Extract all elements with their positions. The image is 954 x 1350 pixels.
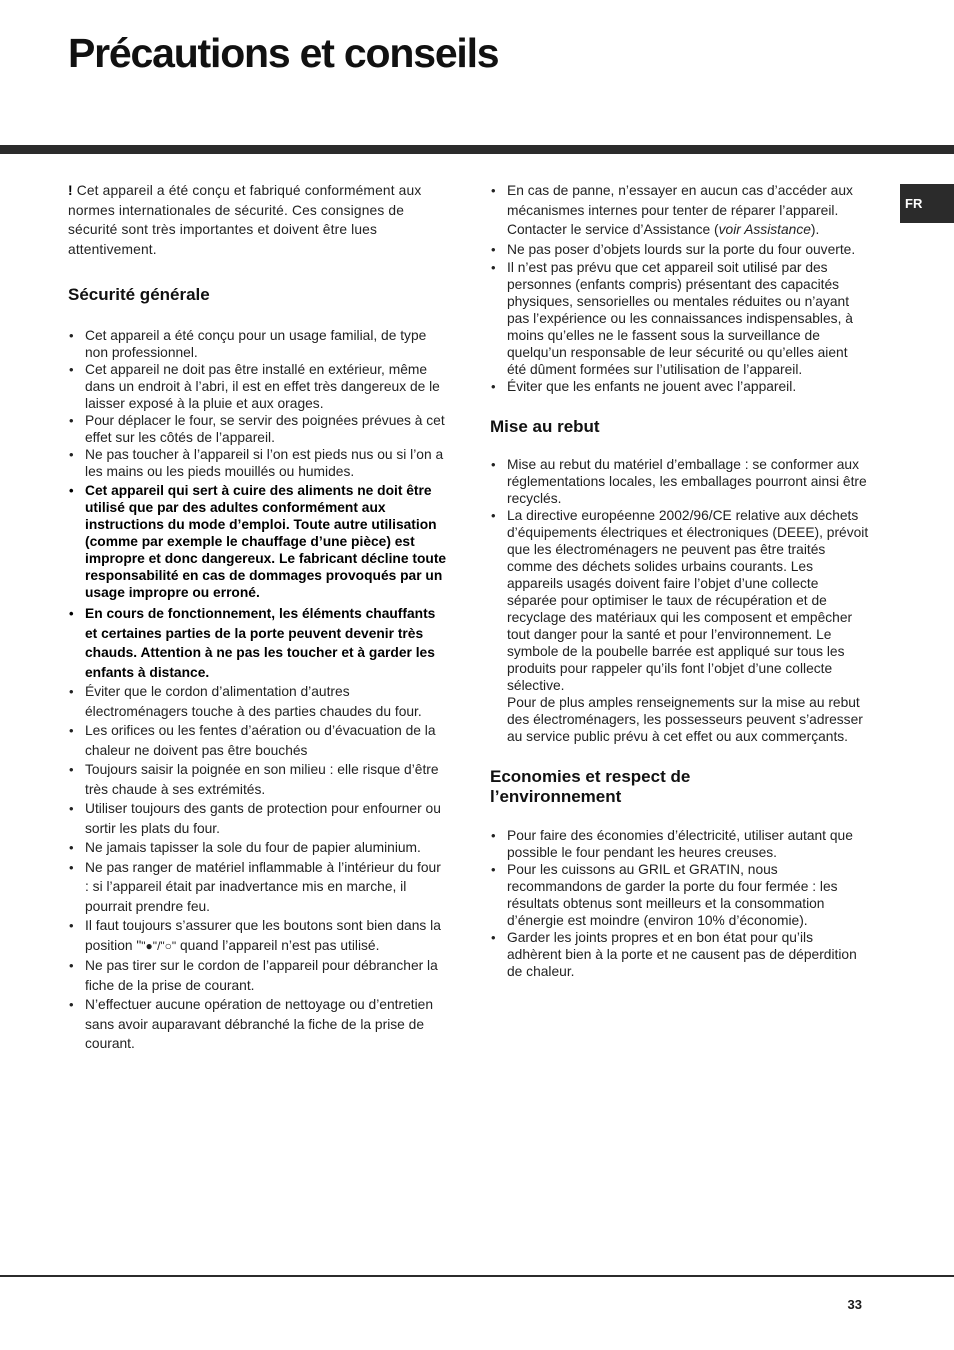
list-item: • Pour déplacer le four, se servir des poignées prévues à cet effet sur les côtés de l’appareil. [68, 412, 448, 446]
list-item: • La directive européenne 2002/96/CE relative aux déchets d’équipements électriques et électroniques (DEEE), prévoit que les électroménagers ne peuvent pas être traités comme des déchets solides urbains courants. Les appareils usagés doivent faire l’objet d’une collecte séparée pour optimiser le taux de récupération et de recyclage des matériaux qui les composent et empêcher tout danger pour la santé et pour l’environnement. Le symbole de la poubelle barrée est appliqué sur tous les produits pour rappeler qu’ils font l’objet d’une collecte sélective. [490, 507, 870, 694]
page-number: 33 [847, 1297, 862, 1312]
list-item-continuation: Pour de plus amples renseignements sur la mise au rebut des électroménagers, les possesseurs peuvent s’adresser au service public prévu à cet effet ou aux commerçants. [507, 695, 863, 744]
footer-divider [0, 1275, 954, 1277]
list-item: • Les orifices ou les fentes d’aération ou d’évacuation de la chaleur ne doivent pas être bouchés [68, 721, 448, 760]
list-item: • Éviter que les enfants ne jouent avec l’appareil. [490, 378, 870, 395]
right-column [490, 181, 870, 980]
header-divider [0, 145, 954, 154]
knob-position-symbols: "●"/"○" [141, 938, 177, 953]
list-item: • Ne pas ranger de matériel inflammable à l’intérieur du four : si l’appareil était par inadvertance mis en marche, il pourrait prendre feu. [68, 858, 448, 917]
list-item: • Cet appareil ne doit pas être installé en extérieur, même dans un endroit à l’abri, il est en effet très dangereux de le laisser exposé à la pluie et aux orages. [68, 361, 448, 412]
list-item: • Ne pas poser d’objets lourds sur la porte du four ouverte. [490, 240, 870, 260]
economies-list [490, 827, 870, 980]
list-item: • Pour les cuissons au GRIL et GRATIN, nous recommandons de garder la porte du four fermée : les résultats obtenus sont meilleurs et la consommation d’énergie est moindre (environ 10% d’économie). [490, 861, 870, 929]
securite-continued-list [490, 181, 870, 395]
heading-line: l’environnement [490, 787, 622, 806]
section-heading-mise-au-rebut: Mise au rebut [490, 417, 600, 436]
mise-au-rebut-list [490, 456, 870, 745]
list-item: • N’effectuer aucune opération de nettoyage ou d’entretien sans avoir auparavant débranché la fiche de la prise de courant. [68, 995, 448, 1054]
section-heading-securite-generale: Sécurité générale [68, 285, 210, 304]
list-item-assistance [490, 181, 870, 240]
section-heading-economies [490, 767, 870, 807]
list-item: • Garder les joints propres et en bon état pour qu’ils adhèrent bien à la porte et ne causent pas de déperdition de chaleur. [490, 929, 870, 980]
securite-generale-list [68, 327, 448, 1054]
left-column [68, 181, 448, 1054]
list-item: • Toujours saisir la poignée en son milieu : elle risque d’être très chaude à ses extrémités. [68, 760, 448, 799]
list-item-text: En cas de panne, n’essayer en aucun cas d’accéder aux mécanismes internes pour tenter de réparer l’appareil. Contacter le service d’Assistance ( [507, 183, 853, 237]
list-item-bold: • En cours de fonctionnement, les éléments chauffants et certaines parties de la porte peuvent devenir très chauds. Attention à ne pas les toucher et à garder les enfants à distance. [68, 604, 448, 682]
list-item: • Éviter que le cordon d’alimentation d’autres électroménagers touche à des parties chaudes du four. [68, 682, 448, 721]
heading-line: Economies et respect de [490, 767, 691, 786]
list-item-knob-position [68, 916, 448, 956]
intro-text: Cet appareil a été conçu et fabriqué conformément aux normes internationales de sécurité. Ces consignes de sécurité sont très importantes et doivent être lues attentivement. [68, 183, 422, 257]
intro-paragraph [68, 181, 448, 259]
assistance-reference: voir Assistance [718, 222, 811, 237]
list-item: • Il n’est pas prévu que cet appareil soit utilisé par des personnes (enfants compris) présentant des capacités physiques, sensorielles ou mentales réduites ou n’ayant pas l’expérience ou les connaissances indispensables, à moins qu’elles ne le fassent sous la surveillance de quelqu’un responsable de leur sécurité ou qu’elles aient été dûment formées sur l’utilisation de l’appareil. [490, 259, 870, 378]
list-item: • Ne jamais tapisser la sole du four de papier aluminium. [68, 838, 448, 858]
list-item-text-end: quand l’appareil n’est pas utilisé. [176, 937, 380, 953]
warning-mark: ! [68, 183, 73, 198]
list-item: • Ne pas toucher à l’appareil si l’on est pieds nus ou si l’on a les mains ou les pieds mouillés ou humides. [68, 446, 448, 480]
list-item-text-end: ). [810, 222, 820, 237]
list-item: • Mise au rebut du matériel d’emballage : se conformer aux réglementations locales, les emballages pourront ainsi être recyclés. [490, 456, 870, 507]
list-item: • Pour faire des économies d’électricité, utiliser autant que possible le four pendant les heures creuses. [490, 827, 870, 861]
language-tab: FR [900, 184, 954, 223]
list-item: • Utiliser toujours des gants de protection pour enfourner ou sortir les plats du four. [68, 799, 448, 838]
list-item-text: Il faut toujours s’assurer que les boutons sont bien dans la position " [85, 918, 441, 953]
page-title: Précautions et conseils [68, 30, 499, 76]
list-item: • Ne pas tirer sur le cordon de l’appareil pour débrancher la fiche de la prise de courant. [68, 956, 448, 995]
list-item-bold: • Cet appareil qui sert à cuire des aliments ne doit être utilisé que par des adultes conformément aux instructions du mode d’emploi. Toute autre utilisation (comme par exemple le chauffage d’une pièce) est impropre et donc dangereux. Le fabricant décline toute responsabilité en cas de dommages provoqués par un usage impropre ou erroné. [68, 482, 448, 601]
list-item: • Cet appareil a été conçu pour un usage familial, de type non professionnel. [68, 327, 448, 361]
